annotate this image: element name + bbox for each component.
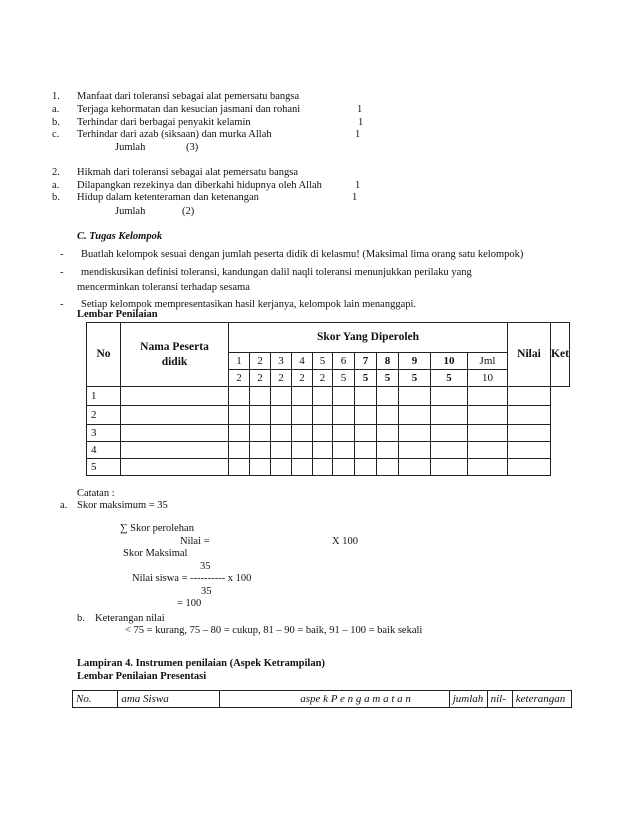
group-task-bullet-3-mark: - — [60, 299, 64, 310]
benefit-q2-total-value: (2) — [182, 206, 195, 217]
aspect-jml: Jml — [468, 353, 508, 370]
benefit-q2-num: 2. — [52, 167, 60, 178]
aspect-8: 8 — [377, 353, 399, 370]
aspect-7: 7 — [355, 353, 377, 370]
row-number: 5 — [87, 459, 121, 476]
benefit-q1-total-value: (3) — [186, 142, 199, 153]
score-sheet-title: Lembar Penilaian — [77, 309, 158, 320]
benefit-q2-b-text: Hidup dalam ketenteraman dan ketenangan — [77, 192, 259, 203]
max-score-8: 5 — [377, 370, 399, 387]
table-row — [87, 442, 570, 459]
max-score-9: 5 — [399, 370, 431, 387]
max-score-6: 5 — [333, 370, 355, 387]
aspect-3: 3 — [271, 353, 292, 370]
appendix-subtitle: Lembar Penilaian Presentasi — [77, 671, 207, 682]
max-score-1: 2 — [229, 370, 250, 387]
max-score-jml: 10 — [468, 370, 508, 387]
group-task-bullet-1-mark: - — [60, 249, 64, 260]
row-number: 3 — [87, 425, 121, 442]
benefit-q1-c-mark: c. — [52, 129, 60, 140]
col-name-header: Nama Peserta didik — [121, 323, 229, 387]
benefit-q1-text: Manfaat dari toleransi sebagai alat pemersatu bangsa — [77, 91, 300, 102]
notes-a-mark: a. — [60, 500, 68, 511]
formula-sum-label: ∑ Skor perolehan — [120, 523, 194, 534]
formula-nilai-eq: Nilai = — [180, 536, 210, 547]
benefit-q1-b-mark: b. — [52, 117, 60, 128]
table-row — [87, 425, 570, 442]
aspect-9: 9 — [399, 353, 431, 370]
pres-col-jumlah: jumlah — [449, 691, 487, 708]
pres-col-no: No. — [73, 691, 118, 708]
group-task-bullet-3-text: Setiap kelompok mempresentasikan hasil kerjanya, kelompok lain menanggapi. — [81, 299, 417, 310]
presentation-header-row — [73, 691, 572, 708]
formula-nilai-siswa: Nilai siswa = ---------- x 100 — [132, 573, 252, 584]
benefit-q2-a-score: 1 — [355, 180, 361, 191]
benefit-q2-a-text: Dilapangkan rezekinya dan diberkahi hidupnya oleh Allah — [77, 180, 322, 191]
presentation-table — [72, 690, 572, 708]
benefit-q1-b-text: Terhindar dari berbagai penyakit kelamin — [77, 117, 251, 128]
table-row — [87, 459, 570, 476]
benefit-q1-num: 1. — [52, 91, 60, 102]
formula-num35: 35 — [200, 561, 211, 572]
max-score-2: 2 — [250, 370, 271, 387]
row-number: 1 — [87, 387, 121, 406]
score-table — [86, 322, 570, 476]
max-score-4: 2 — [292, 370, 313, 387]
benefit-q2-b-score: 1 — [352, 192, 358, 203]
benefit-q2-text: Hikmah dari toleransi sebagai alat pemersatu bangsa — [77, 167, 299, 178]
notes-a-text: Skor maksimum = 35 — [77, 500, 168, 511]
benefit-q1-c-score: 1 — [355, 129, 361, 140]
notes-b-text: Keterangan nilai — [95, 613, 165, 624]
benefit-q1-a-mark: a. — [52, 104, 60, 115]
benefit-q2-total-label: Jumlah — [115, 206, 146, 217]
group-task-heading: C. Tugas Kelompok — [77, 231, 163, 242]
formula-skor-maks: Skor Maksimal — [123, 548, 188, 559]
pres-col-nilai: nil- — [487, 691, 512, 708]
group-task-bullet-2-cont: mencerminkan toleransi terhadap sesama — [77, 282, 250, 293]
benefit-q1-total-label: Jumlah — [115, 142, 146, 153]
formula-den35: 35 — [201, 586, 212, 597]
col-nilai-header: Nilai — [508, 323, 551, 387]
benefit-q2-a-mark: a. — [52, 180, 60, 191]
formula-times100: X 100 — [332, 536, 358, 547]
max-score-3: 2 — [271, 370, 292, 387]
row-number: 4 — [87, 442, 121, 459]
table-row — [87, 387, 570, 406]
benefit-q1-c-text: Terhindar dari azab (siksaan) dan murka Allah — [77, 129, 272, 140]
row-number: 2 — [87, 406, 121, 425]
pres-col-aspect: aspe k P e n g a m a t a n — [220, 691, 450, 708]
col-no-header: No — [87, 323, 121, 387]
benefit-q1-a-text: Terjaga kehormatan dan kesucian jasmani dan rohani — [77, 104, 301, 115]
aspect-1: 1 — [229, 353, 250, 370]
formula-result: = 100 — [177, 598, 202, 609]
aspect-10: 10 — [431, 353, 468, 370]
aspect-2: 2 — [250, 353, 271, 370]
grade-scale: < 75 = kurang, 75 – 80 = cukup, 81 – 90 = baik, 91 – 100 = baik sekali — [125, 625, 423, 636]
col-ket-header: Ket — [551, 323, 570, 387]
group-task-bullet-1-text: Buatlah kelompok sesuai dengan jumlah peserta didik di kelasmu! (Maksimal lima orang satu kelompok) — [81, 249, 524, 260]
group-task-bullet-2-mark: - — [60, 267, 64, 278]
appendix-title: Lampiran 4. Instrumen penilaian (Aspek Ketrampilan) — [77, 658, 325, 669]
pres-col-name: ama Siswa — [118, 691, 220, 708]
benefit-q1-a-score: 1 — [357, 104, 363, 115]
group-task-bullet-2-text: mendiskusikan definisi toleransi, kandungan dalil naqli toleransi menunjukkan perilaku yang — [81, 267, 472, 278]
pres-col-keterangan: keterangan — [512, 691, 571, 708]
max-score-5: 2 — [313, 370, 333, 387]
aspect-5: 5 — [313, 353, 333, 370]
notes-b-mark: b. — [77, 613, 85, 624]
max-score-7: 5 — [355, 370, 377, 387]
max-score-10: 5 — [431, 370, 468, 387]
table-row — [87, 406, 570, 425]
aspect-6: 6 — [333, 353, 355, 370]
col-skor-header: Skor Yang Diperoleh — [229, 323, 508, 353]
notes-catatan: Catatan : — [77, 488, 115, 499]
aspect-4: 4 — [292, 353, 313, 370]
benefit-q1-b-score: 1 — [358, 117, 364, 128]
benefit-q2-b-mark: b. — [52, 192, 60, 203]
